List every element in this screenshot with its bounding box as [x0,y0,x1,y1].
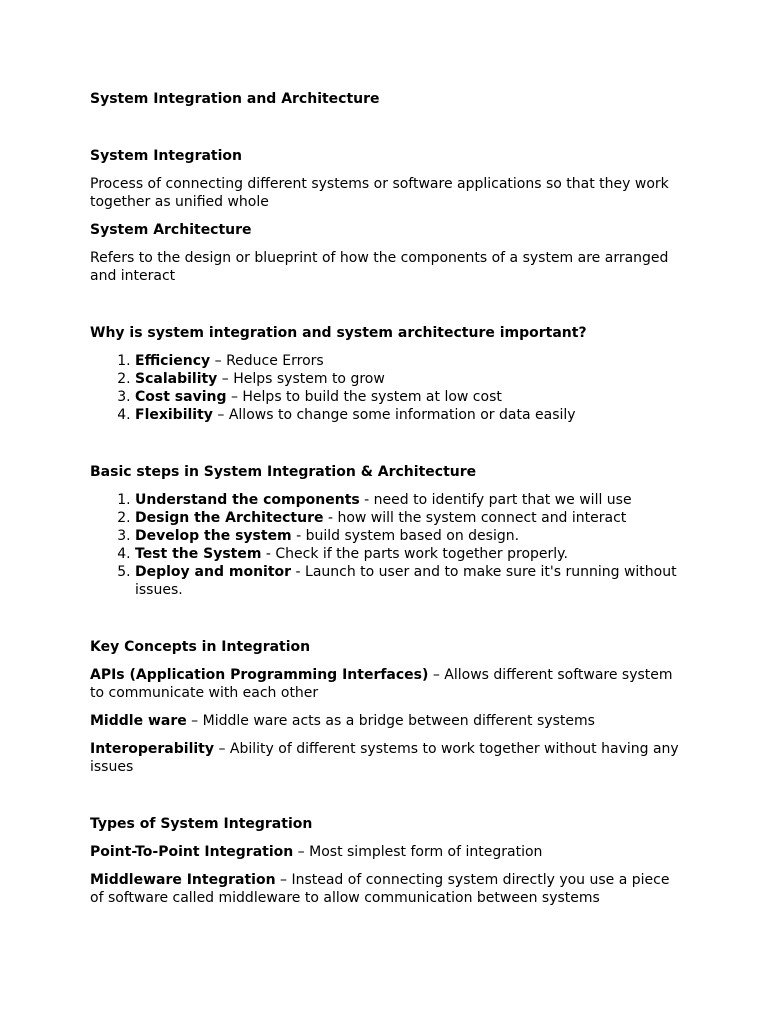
list-item-term: Test the System [135,546,262,562]
list-item [135,352,680,370]
list-item [135,545,680,563]
list-item [135,509,680,527]
list-item-term: Develop the system [135,528,292,544]
list-item-desc: - Check if the parts work together properly. [261,546,568,562]
list-item-term: Deploy and monitor [135,564,292,580]
list-item-term: Understand the components [135,492,360,508]
list-item-desc: – Reduce Errors [210,353,324,369]
list-item-term: Cost saving [135,389,227,405]
concept-desc: – Allows different software system to communicate with each other [90,667,673,701]
list-item-desc: - build system based on design. [291,528,520,544]
type-term: Point-To-Point Integration [90,844,294,860]
concept-term: Interoperability [90,741,214,757]
list-item-desc: – Helps system to grow [217,371,385,387]
importance-list [90,352,680,424]
steps-list [90,491,680,599]
concept-desc: – Ability of different systems to work together without having any issues [90,741,679,775]
list-item-desc: - Launch to user and to make sure it's running without issues. [135,564,677,598]
type-desc: – Most simplest form of integration [293,844,543,860]
list-item-term: Design the Architecture [135,510,324,526]
architecture-heading: System Architecture [90,222,252,238]
list-item-term: Efficiency [135,353,211,369]
steps-heading: Basic steps in System Integration & Architecture [90,464,477,480]
concept-desc: – Middle ware acts as a bridge between different systems [186,713,595,729]
concepts-heading: Key Concepts in Integration [90,639,311,655]
list-item [135,406,680,424]
list-item [135,563,680,599]
list-item [135,491,680,509]
list-item [135,370,680,388]
importance-heading: Why is system integration and system architecture important? [90,325,587,341]
type-term: Middleware Integration [90,872,276,888]
list-item-term: Flexibility [135,407,213,423]
list-item [135,388,680,406]
list-item-desc: - how will the system connect and interact [323,510,627,526]
concept-paragraph [90,712,680,730]
list-item [135,527,680,545]
concept-paragraph [90,740,680,776]
integration-heading: System Integration [90,148,243,164]
list-item-term: Scalability [135,371,218,387]
concept-term: APIs (Application Programming Interfaces) [90,667,429,683]
integration-text: Process of connecting different systems or software applications so that they work together as unified whole [90,176,669,210]
concept-paragraph [90,666,680,702]
type-paragraph [90,843,680,861]
architecture-text: Refers to the design or blueprint of how the components of a system are arranged and interact [90,250,669,284]
list-item-desc: – Helps to build the system at low cost [226,389,502,405]
type-desc: – Instead of connecting system directly you use a piece of software called middleware to allow communication between systems [90,872,670,906]
list-item-desc: – Allows to change some information or data easily [212,407,576,423]
type-paragraph [90,871,680,907]
document-body [90,90,680,907]
concept-term: Middle ware [90,713,187,729]
document-title: System Integration and Architecture [90,91,380,107]
list-item-desc: - need to identify part that we will use [359,492,632,508]
types-heading: Types of System Integration [90,816,313,832]
